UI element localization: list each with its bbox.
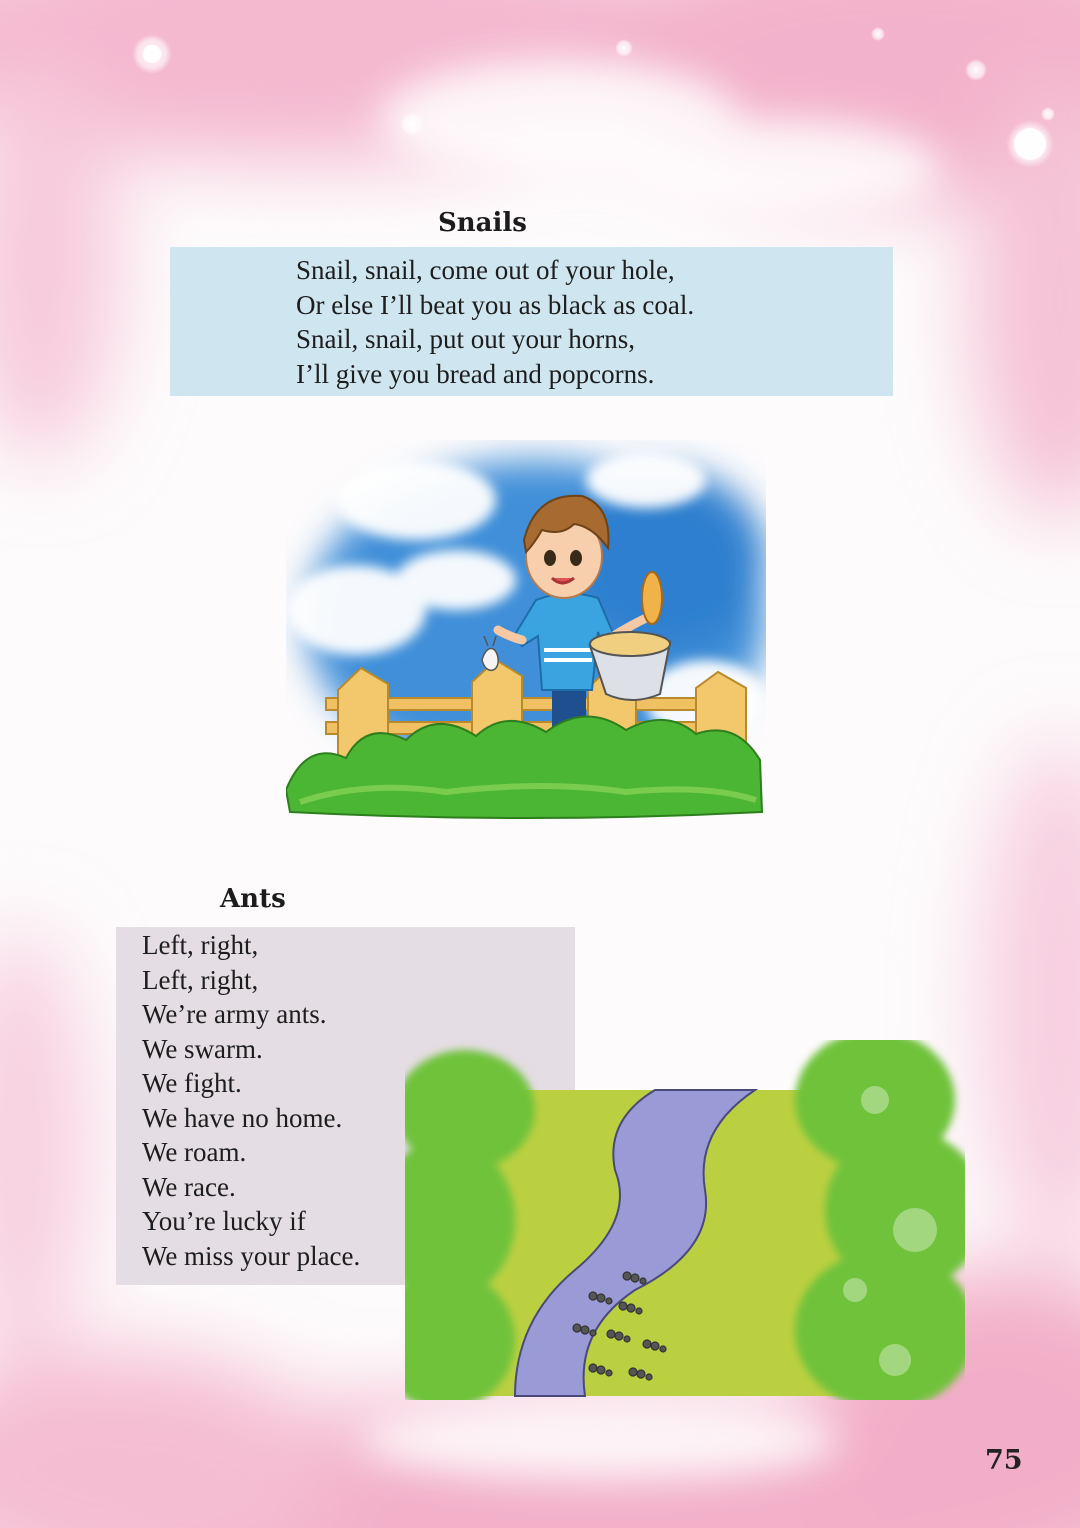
poem-line: We’re army ants. [142,999,327,1029]
poem-line: I’ll give you bread and popcorns. [296,358,655,389]
poem-title-snails: Snails [438,208,527,238]
poem-line: We fight. [142,1068,242,1098]
poem-line: We swarm. [142,1033,263,1064]
poem-line: We miss your place. [142,1240,361,1271]
poem-line: Snail, snail, put out your horns, [296,324,635,354]
page-number: 75 [985,1445,1023,1476]
poem-title-ants: Ants [220,884,286,914]
poem-line: Snail, snail, come out of your hole, [296,255,675,285]
poem-line: Left, right, [142,964,259,995]
poem-line: You’re lucky if [142,1206,306,1236]
poem-box-snails [170,247,893,396]
boy-with-snail-illustration [286,440,766,830]
poem-line: We have no home. [142,1102,343,1133]
poem-line: Or else I’ll beat you as black as coal. [296,289,695,320]
ants-on-path-illustration [405,1040,965,1400]
poem-line: We roam. [142,1137,247,1167]
poem-line: We race. [142,1171,236,1202]
poem-line: Left, right, [142,930,259,960]
